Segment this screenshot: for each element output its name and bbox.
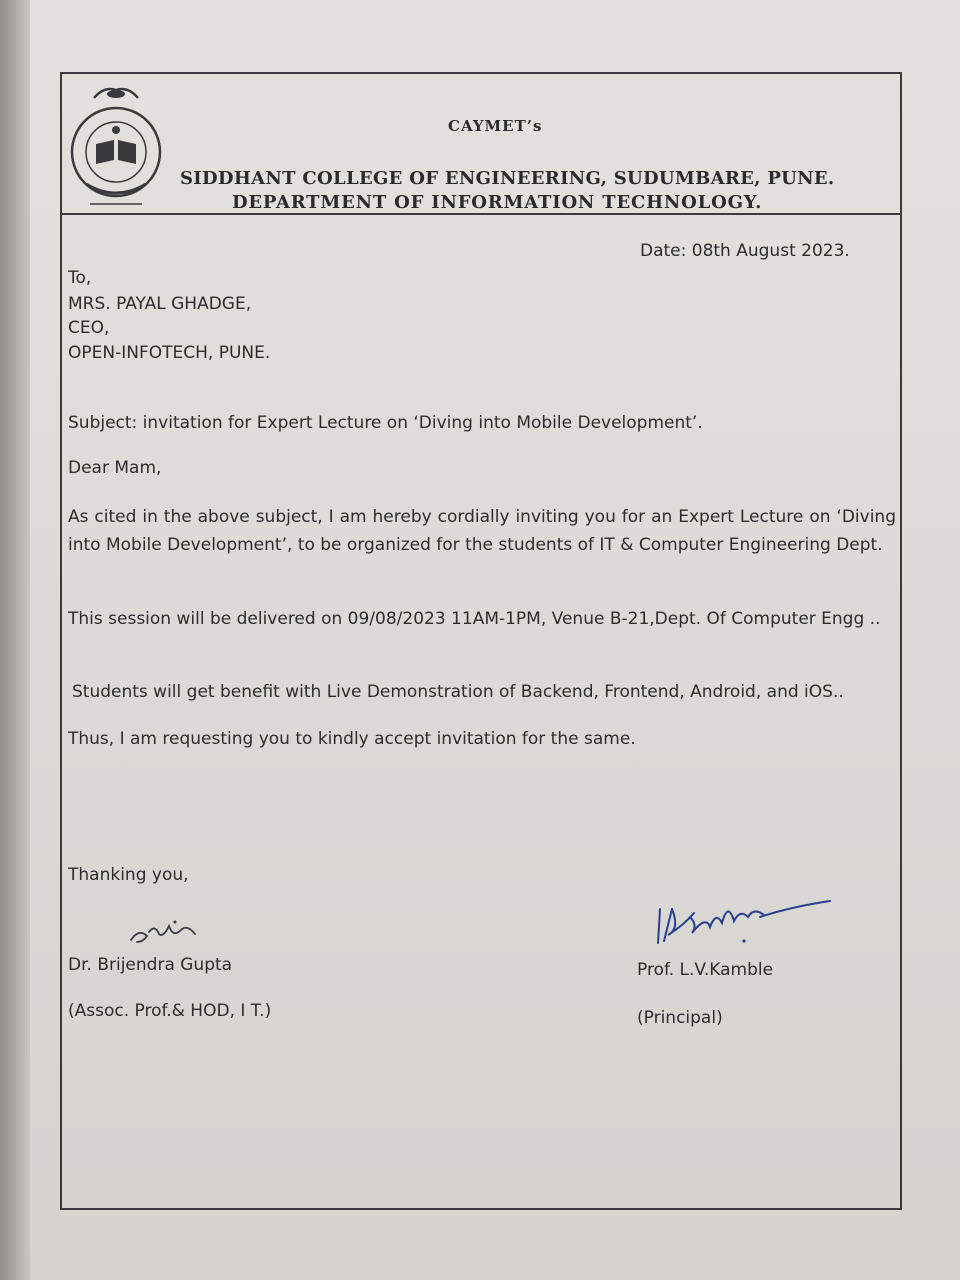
body-paragraph-invitation: As cited in the above subject, I am hereby cordially inviting you for an Expert Lecture on ‘Diving into Mobile Development’, to be organized for the students of IT & Computer Engineering Dept.: [68, 507, 896, 555]
recipient-organization: OPEN-INFOTECH, PUNE.: [68, 343, 271, 363]
to-label: To,: [68, 268, 92, 288]
body-paragraph-benefit: Students will get benefit with Live Demonstration of Backend, Frontend, Android, and iOS..: [72, 682, 844, 702]
header-divider: [62, 213, 900, 215]
salutation: Dear Mam,: [68, 458, 162, 478]
hod-name: Dr. Brijendra Gupta: [68, 955, 233, 975]
college-name: SIDDHANT COLLEGE OF ENGINEERING, SUDUMBARE, PUNE.: [180, 168, 835, 189]
hod-designation: (Assoc. Prof.& HOD, I T.): [68, 1001, 272, 1021]
recipient-name: MRS. PAYAL GHADGE,: [68, 294, 252, 314]
department-name: DEPARTMENT OF INFORMATION TECHNOLOGY.: [232, 192, 763, 213]
trust-name: CAYMET’s: [448, 117, 543, 135]
college-logo-icon: [66, 80, 166, 210]
recipient-title: CEO,: [68, 318, 110, 338]
letter-date: Date: 08th August 2023.: [640, 241, 850, 261]
principal-signature-icon: [650, 895, 835, 955]
principal-designation: (Principal): [637, 1008, 723, 1028]
body-paragraph-request: Thus, I am requesting you to kindly accept invitation for the same.: [68, 729, 636, 749]
closing-line: Thanking you,: [68, 865, 189, 885]
principal-name: Prof. L.V.Kamble: [637, 960, 774, 980]
body-paragraph-session: This session will be delivered on 09/08/2023 11AM-1PM, Venue B-21,Dept. Of Computer Engg ..: [68, 609, 881, 629]
hod-signature-icon: [125, 912, 205, 948]
letter-subject: Subject: invitation for Expert Lecture on ‘Diving into Mobile Development’.: [68, 413, 703, 433]
